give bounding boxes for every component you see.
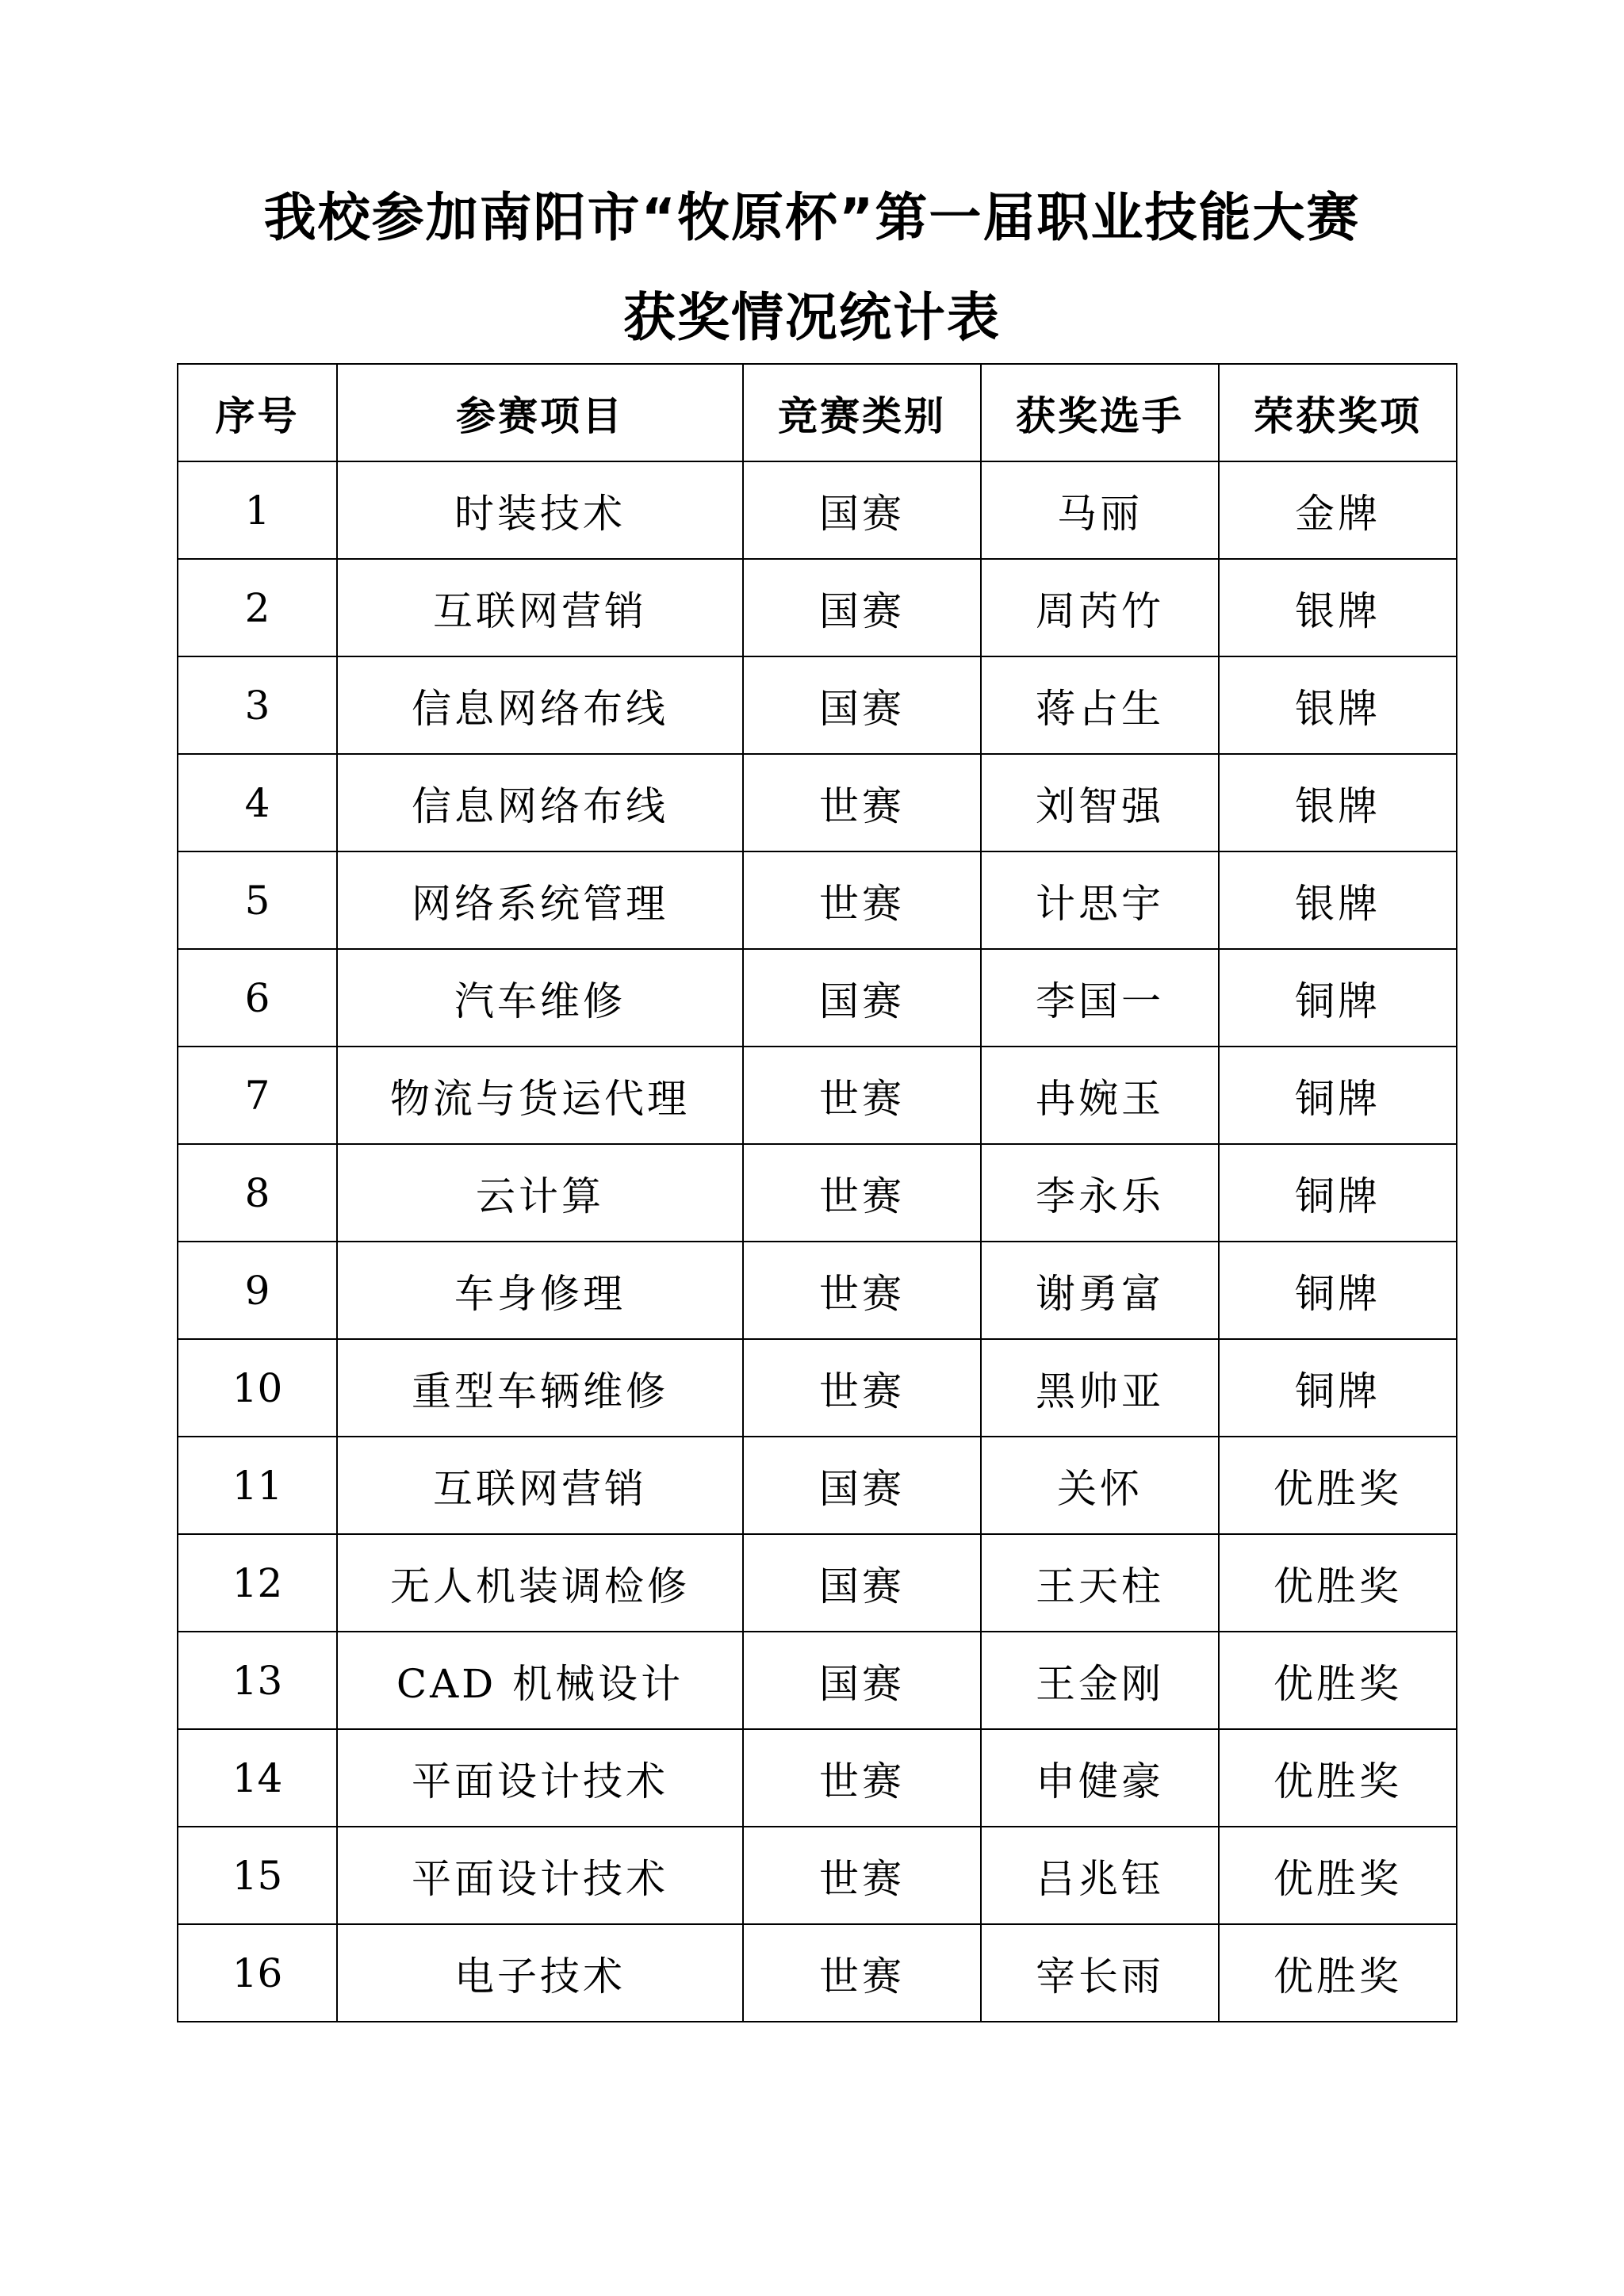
table-row bbox=[178, 1339, 1457, 1437]
cell-index: 10 bbox=[178, 1339, 337, 1437]
cell-category: 世赛 bbox=[743, 1827, 981, 1924]
cell-event: 汽车维修 bbox=[337, 949, 743, 1047]
page-title: 我校参加南阳市“牧原杯”第一届职业技能大赛 bbox=[263, 187, 1361, 248]
table-row bbox=[178, 559, 1457, 656]
table-row bbox=[178, 1242, 1457, 1339]
cell-event: 互联网营销 bbox=[337, 1437, 743, 1534]
cell-index: 12 bbox=[178, 1534, 337, 1632]
table-row bbox=[178, 1632, 1457, 1729]
cell-index: 7 bbox=[178, 1047, 337, 1144]
cell-winner: 李永乐 bbox=[981, 1144, 1219, 1242]
table-row bbox=[178, 851, 1457, 949]
cell-award: 金牌 bbox=[1219, 461, 1457, 559]
cell-event: 物流与货运代理 bbox=[337, 1047, 743, 1144]
cell-category: 世赛 bbox=[743, 754, 981, 851]
cell-winner: 谢勇富 bbox=[981, 1242, 1219, 1339]
table-row bbox=[178, 1534, 1457, 1632]
cell-category: 国赛 bbox=[743, 656, 981, 754]
cell-award: 优胜奖 bbox=[1219, 1437, 1457, 1534]
cell-event: 车身修理 bbox=[337, 1242, 743, 1339]
cell-index: 2 bbox=[178, 559, 337, 656]
cell-winner: 刘智强 bbox=[981, 754, 1219, 851]
cell-event: 云计算 bbox=[337, 1144, 743, 1242]
cell-award: 优胜奖 bbox=[1219, 1827, 1457, 1924]
cell-event: 时装技术 bbox=[337, 461, 743, 559]
table-row bbox=[178, 1924, 1457, 2022]
cell-winner: 王金刚 bbox=[981, 1632, 1219, 1729]
table-row bbox=[178, 1827, 1457, 1924]
cell-index: 8 bbox=[178, 1144, 337, 1242]
cell-event: 互联网营销 bbox=[337, 559, 743, 656]
cell-award: 优胜奖 bbox=[1219, 1729, 1457, 1827]
cell-index: 1 bbox=[178, 461, 337, 559]
cell-category: 国赛 bbox=[743, 1534, 981, 1632]
cell-event: 重型车辆维修 bbox=[337, 1339, 743, 1437]
cell-award: 优胜奖 bbox=[1219, 1924, 1457, 2022]
cell-award: 优胜奖 bbox=[1219, 1632, 1457, 1729]
cell-index: 15 bbox=[178, 1827, 337, 1924]
cell-category: 国赛 bbox=[743, 949, 981, 1047]
cell-winner: 冉婉玉 bbox=[981, 1047, 1219, 1144]
cell-category: 世赛 bbox=[743, 1924, 981, 2022]
cell-index: 6 bbox=[178, 949, 337, 1047]
cell-award: 银牌 bbox=[1219, 851, 1457, 949]
cell-category: 世赛 bbox=[743, 1047, 981, 1144]
header-award: 荣获奖项 bbox=[1219, 364, 1457, 461]
table-row bbox=[178, 1729, 1457, 1827]
table-row bbox=[178, 461, 1457, 559]
cell-event: CAD 机械设计 bbox=[337, 1632, 743, 1729]
cell-winner: 关怀 bbox=[981, 1437, 1219, 1534]
cell-award: 优胜奖 bbox=[1219, 1534, 1457, 1632]
cell-index: 5 bbox=[178, 851, 337, 949]
cell-winner: 李国一 bbox=[981, 949, 1219, 1047]
cell-event: 电子技术 bbox=[337, 1924, 743, 2022]
cell-winner: 王天柱 bbox=[981, 1534, 1219, 1632]
cell-event: 网络系统管理 bbox=[337, 851, 743, 949]
cell-winner: 蒋占生 bbox=[981, 656, 1219, 754]
cell-index: 14 bbox=[178, 1729, 337, 1827]
header-index: 序号 bbox=[178, 364, 337, 461]
table-header-row bbox=[178, 364, 1457, 461]
cell-winner: 计思宇 bbox=[981, 851, 1219, 949]
header-winner: 获奖选手 bbox=[981, 364, 1219, 461]
cell-index: 16 bbox=[178, 1924, 337, 2022]
cell-category: 世赛 bbox=[743, 1729, 981, 1827]
cell-winner: 马丽 bbox=[981, 461, 1219, 559]
cell-category: 国赛 bbox=[743, 559, 981, 656]
cell-award: 银牌 bbox=[1219, 754, 1457, 851]
cell-event: 信息网络布线 bbox=[337, 656, 743, 754]
cell-winner: 吕兆钰 bbox=[981, 1827, 1219, 1924]
cell-winner: 黑帅亚 bbox=[981, 1339, 1219, 1437]
page-subtitle: 获奖情况统计表 bbox=[623, 287, 1001, 348]
cell-award: 铜牌 bbox=[1219, 1242, 1457, 1339]
cell-event: 平面设计技术 bbox=[337, 1827, 743, 1924]
cell-index: 11 bbox=[178, 1437, 337, 1534]
cell-winner: 周芮竹 bbox=[981, 559, 1219, 656]
cell-category: 国赛 bbox=[743, 1632, 981, 1729]
table-row bbox=[178, 1047, 1457, 1144]
cell-category: 世赛 bbox=[743, 1242, 981, 1339]
header-category: 竞赛类别 bbox=[743, 364, 981, 461]
cell-winner: 宰长雨 bbox=[981, 1924, 1219, 2022]
table-row bbox=[178, 656, 1457, 754]
table-row bbox=[178, 1437, 1457, 1534]
cell-category: 世赛 bbox=[743, 1339, 981, 1437]
awards-table bbox=[177, 363, 1457, 2022]
cell-award: 铜牌 bbox=[1219, 1339, 1457, 1437]
cell-index: 3 bbox=[178, 656, 337, 754]
cell-award: 铜牌 bbox=[1219, 1144, 1457, 1242]
cell-category: 世赛 bbox=[743, 1144, 981, 1242]
cell-event: 平面设计技术 bbox=[337, 1729, 743, 1827]
cell-event: 信息网络布线 bbox=[337, 754, 743, 851]
cell-index: 4 bbox=[178, 754, 337, 851]
cell-category: 国赛 bbox=[743, 461, 981, 559]
table-row bbox=[178, 949, 1457, 1047]
cell-award: 银牌 bbox=[1219, 559, 1457, 656]
table-row bbox=[178, 1144, 1457, 1242]
cell-award: 铜牌 bbox=[1219, 1047, 1457, 1144]
cell-category: 世赛 bbox=[743, 851, 981, 949]
cell-index: 13 bbox=[178, 1632, 337, 1729]
cell-award: 银牌 bbox=[1219, 656, 1457, 754]
table-row bbox=[178, 754, 1457, 851]
header-event: 参赛项目 bbox=[337, 364, 743, 461]
cell-award: 铜牌 bbox=[1219, 949, 1457, 1047]
cell-event: 无人机装调检修 bbox=[337, 1534, 743, 1632]
cell-category: 国赛 bbox=[743, 1437, 981, 1534]
cell-winner: 申健豪 bbox=[981, 1729, 1219, 1827]
cell-index: 9 bbox=[178, 1242, 337, 1339]
